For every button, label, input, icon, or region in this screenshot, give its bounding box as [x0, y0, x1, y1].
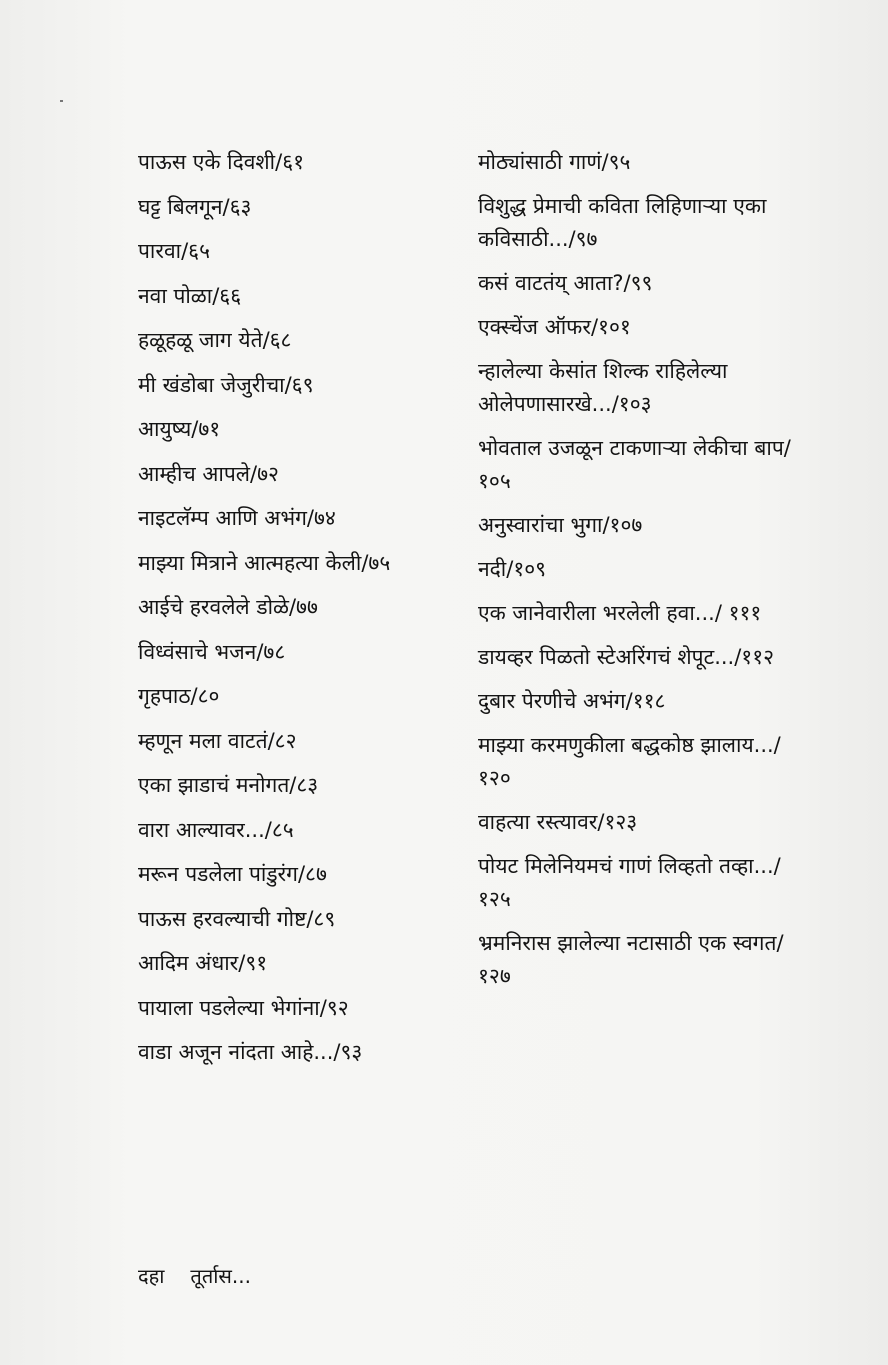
toc-entry: गृहपाठ/८० — [138, 684, 220, 708]
toc-entry: वारा आल्यावर.../८५ — [138, 817, 294, 842]
toc-entry: कसं वाटतंय् आता?/९९ — [478, 271, 653, 295]
toc-entry: आयुष्य/७१ — [138, 417, 221, 441]
toc-entry: दुबार पेरणीचे अभंग/११८ — [478, 689, 666, 713]
toc-entry: घट्ट बिलगून/६३ — [138, 194, 252, 219]
ink-speck — [60, 100, 63, 102]
contents-column-left — [138, 146, 458, 1081]
toc-entry: मरून पडलेला पांडुरंग/८७ — [138, 862, 327, 886]
toc-entry: माझ्या करमणुकीला बद्धकोष्ठ झालाय.../१२० — [478, 733, 781, 790]
toc-entry: आम्हीच आपले/७२ — [138, 461, 279, 486]
toc-entry: आईचे हरवलेले डोळे/७७ — [138, 595, 318, 619]
toc-entry: अनुस्वारांचा भुगा/१०७ — [478, 513, 643, 537]
toc-entry: भ्रमनिरास झालेल्या नटासाठी एक स्वगत/१२७ — [478, 931, 784, 988]
toc-entry: पायाला पडलेल्या भेगांना/९२ — [138, 995, 349, 1020]
toc-entry: वाडा अजून नांदता आहे.../९३ — [138, 1040, 363, 1064]
toc-entry: भोवताल उजळून टाकणाऱ्या लेकीचा बाप/१०५ — [478, 436, 791, 493]
contents-column-right — [478, 146, 798, 1004]
toc-entry: हळूहळू जाग येते/६८ — [138, 328, 292, 352]
toc-entry: नवा पोळा/६६ — [138, 283, 242, 308]
toc-entry: न्हालेल्या केसांत शिल्क राहिलेल्या ओलेपणासारखे.../१०३ — [478, 359, 728, 416]
toc-entry: एका झाडाचं मनोगत/८३ — [138, 773, 319, 797]
toc-entry: मी खंडोबा जेजुरीचा/६९ — [138, 372, 314, 397]
toc-entry: विध्वंसाचे भजन/७८ — [138, 639, 286, 664]
toc-entry: एक्स्चेंज ऑफर/१०१ — [478, 315, 631, 339]
page-number: दहा — [138, 1264, 165, 1288]
page-footer — [138, 1262, 251, 1290]
toc-entry: एक जानेवारीला भरलेली हवा.../ १११ — [478, 601, 762, 625]
toc-entry: पाऊस एके दिवशी/६१ — [138, 150, 305, 174]
toc-entry: पारवा/६५ — [138, 239, 210, 263]
toc-entry: वाहत्या रस्त्यावर/१२३ — [478, 810, 638, 834]
toc-entry: मोठ्यांसाठी गाणं/९५ — [478, 150, 631, 174]
toc-entry: नाइटलॅम्प आणि अभंग/७४ — [138, 506, 336, 530]
book-title: तूर्तास... — [190, 1264, 251, 1288]
toc-entry: पाऊस हरवल्याची गोष्ट/८९ — [138, 906, 336, 931]
toc-entry: म्हणून मला वाटतं/८२ — [138, 728, 297, 753]
toc-entry: पोयट मिलेनियमचं गाणं लिव्हतो तव्हा.../१२५ — [478, 854, 781, 911]
toc-entry: आदिम अंधार/९१ — [138, 951, 268, 975]
toc-entry: माझ्या मित्राने आत्महत्या केली/७५ — [138, 550, 391, 575]
toc-entry: नदी/१०९ — [478, 557, 547, 581]
toc-entry: विशुद्ध प्रेमाची कविता लिहिणाऱ्या एका कविसाठी.../९७ — [478, 194, 767, 251]
toc-entry: डायव्हर पिळतो स्टेअरिंगचं शेपूट.../११२ — [478, 645, 775, 669]
